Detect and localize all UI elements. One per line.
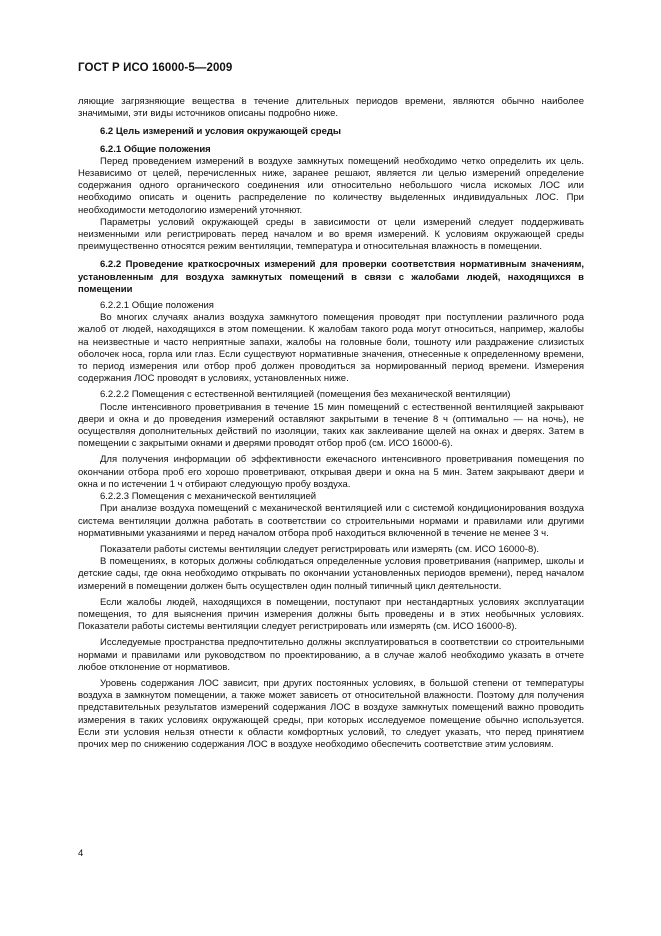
section-heading-6-2-2-1: 6.2.2.1 Общие положения [100, 300, 214, 312]
paragraph-continuation: ляющие загрязняющие вещества в течение длительных периодов времени, являются обычно наиболее значимыми, эти виды источников описаны подробно ниже. [78, 96, 584, 120]
page-number: 4 [78, 848, 84, 859]
paragraph: Во многих случаях анализ воздуха замкнутого помещения проводят при поступлении различного рода жалоб от людей, находящихся в этом помещении. К жалобам такого рода могут относиться, например, жалобы на неизвестные и часто неприятные запахи, жалобы на головные боли, тошноту или раздражение слизистых оболочек носа, горла или глаз. Если существуют нормативные значения, отнесенные к определенному времени, то период измерения или отбор проб должен проводиться за нормированный период времени. Измерения содержания ЛОС проводят в условиях, установленных ниже. [78, 312, 584, 385]
paragraph: Параметры условий окружающей среды в зависимости от цели измерений следует поддерживать неизменными или регистрировать перед началом и во время измерений. К условиям окружающей среды преимущественно относятся режим вентиляции, температура и относительная влажность в помещении. [78, 216, 584, 253]
section-heading-6-2-2: 6.2.2 Проведение краткосрочных измерений для проверки соответствия нормативным значениям, установленным для воздуха замкнутых помещений в связи с жалобами людей, находящихся в помещении [78, 259, 584, 295]
section-heading-6-2-2-3: 6.2.2.3 Помещения с механической вентиляцией [100, 491, 317, 503]
paragraph: При анализе воздуха помещений с механической вентиляцией или с системой кондиционирования воздуха система вентиляции должна работать в соответствии со строительными нормами и правилами или другими нормативными указаниями и перед началом отбора проб находиться включенной в течение не менее 3 ч. [78, 503, 584, 539]
paragraph: В помещениях, в которых должны соблюдаться определенные условия проветривания (например, школы и детские сады, где окна необходимо открывать по окончании установленных периодов времени), перед началом измерений в помещении должен быть осуществлен один полный типичный цикл деятельности. [78, 556, 584, 592]
section-heading-6-2-2-2: 6.2.2.2 Помещения с естественной вентиляцией (помещения без механической вентиляции) [100, 389, 511, 401]
section-heading-6-2-1: 6.2.1 Общие положения [100, 143, 211, 155]
paragraph: Показатели работы системы вентиляции следует регистрировать или измерять (см. ИСО 16000-8). [100, 543, 540, 555]
paragraph: После интенсивного проветривания в течение 15 мин помещений с естественной вентиляцией закрывают двери и окна и до проведения измерений оставляют закрытыми в течение 8 ч (оптимально — на ночь), не осуществляя дополнительных действий по изоляции, таких как заклеивание щелей на окнах и дверях. Затем в помещении с закрытыми окнами и дверями проводят отбор проб (см. ИСО 16000-6). [78, 401, 584, 450]
paragraph: Уровень содержания ЛОС зависит, при других постоянных условиях, в большой степени от температуры воздуха в замкнутом помещении, а также может зависеть от относительной влажности. Поэтому для получения представительных результатов измерений содержания ЛОС в воздухе замкнутых помещений важно проводить измерения в таких условиях окружающей среды, при которых исследуемое помещение обычно используется. Если эти условия нельзя отнести к области комфортных условий, то следует указать, что перед принятием прочих мер по снижению содержания ЛОС в воздухе необходимо обеспечить соответствие этим условиям. [78, 677, 584, 750]
paragraph: Перед проведением измерений в воздухе замкнутых помещений необходимо четко определить их цель. Независимо от целей, перечисленных ниже, заранее решают, является ли целью измерений определение содержания одного органического соединения или относительно небольшого числа искомых ЛОС или необходимо описать и оценить распределение по количеству выделенных индивидуальных ЛОС. При необходимости методологию измерений уточняют. [78, 155, 584, 216]
paragraph: Исследуемые пространства предпочтительно должны эксплуатироваться в соответствии со строительными нормами и правилами или руководством по проектированию, а в случае жалоб необходимо указать в отчете любое отклонение от нормативов. [78, 637, 584, 673]
document-body [78, 96, 584, 751]
section-heading-6-2: 6.2 Цель измерений и условия окружающей среды [100, 126, 342, 138]
paragraph: Если жалобы людей, находящихся в помещении, поступают при нестандартных условиях эксплуатации помещения, то для выяснения причин измерения должны быть проведены и в этих необычных условиях. Показатели работы системы вентиляции следует регистрировать или измерять (см. ИСО 16000-8). [78, 596, 584, 633]
document-header: ГОСТ Р ИСО 16000-5—2009 [78, 62, 233, 74]
paragraph: Для получения информации об эффективности ежечасного интенсивного проветривания помещения по окончании отбора проб его хорошо проветривают, открывая двери и окна на 5 мин. Затем закрывают двери и окна и по истечении 1 ч отбирают следующую пробу воздуха. [78, 454, 584, 490]
